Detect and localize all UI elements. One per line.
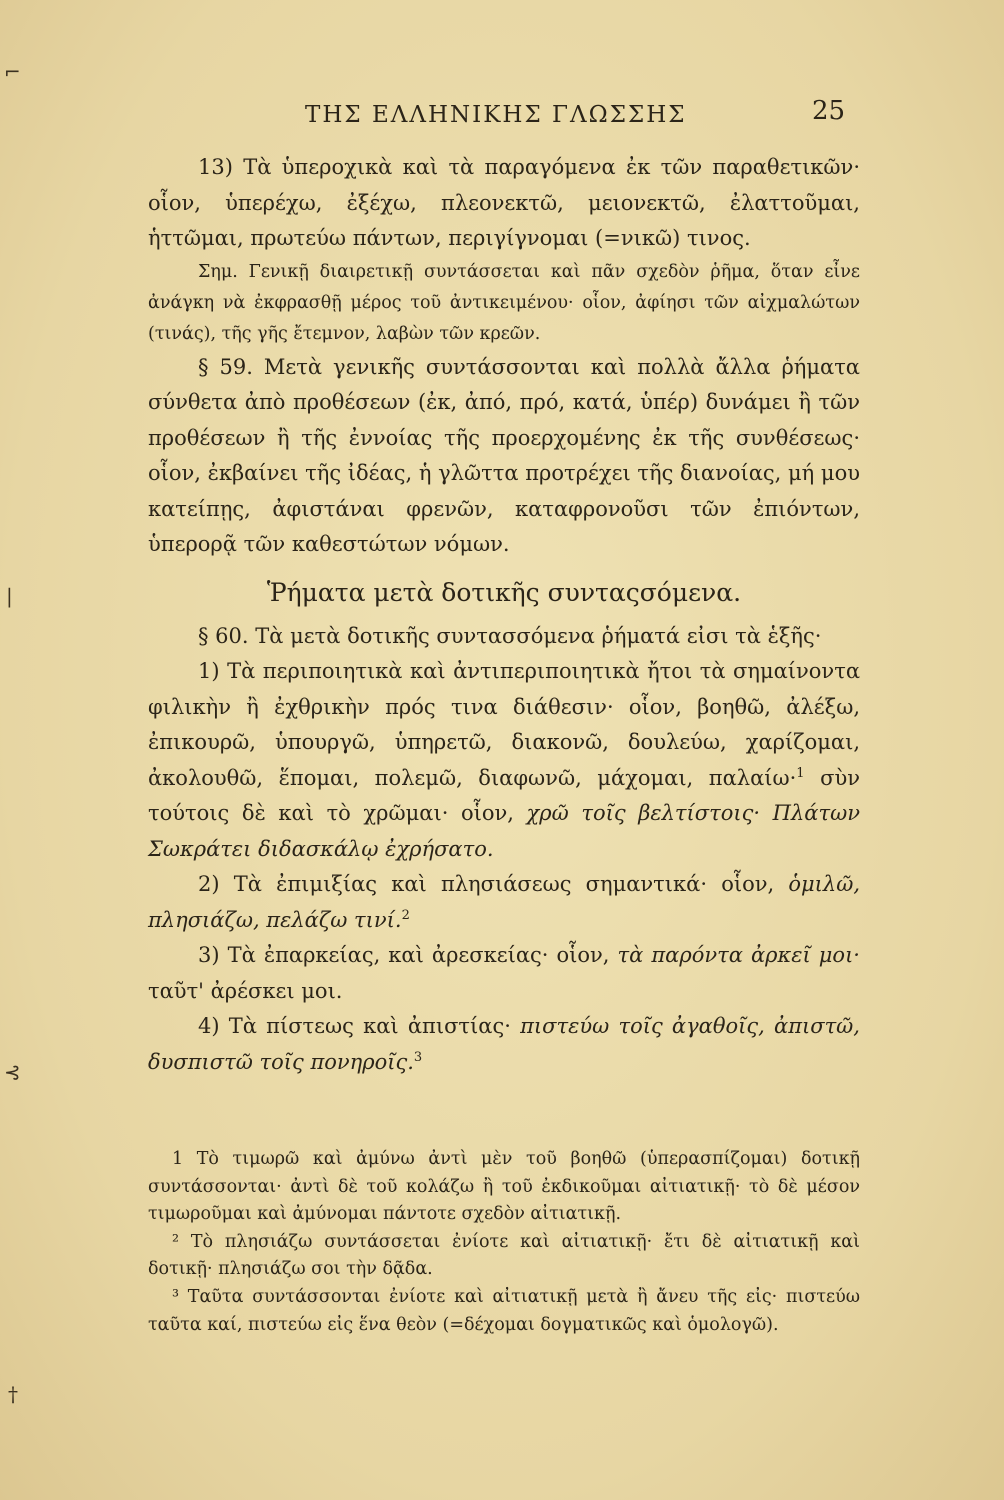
margin-mark: ⊰ xyxy=(4,1060,21,1084)
paragraph-60-3 xyxy=(148,938,860,1009)
paragraph-60-4 xyxy=(148,1009,860,1080)
footnote-1: 1 Τὸ τιμωρῶ καὶ ἀμύνω ἀντὶ μὲν τοῦ βοηθῶ (ὑπερασπίζομαι) δοτικῇ συντάσσονται· ἀντὶ δὲ τοῦ κολάζω ἢ τοῦ ἐκδικοῦμαι αἰτιατικῇ· τὸ δὲ μέσον τιμωροῦμαι καὶ ἀμύνομαι πάντοτε σχεδὸν αἰτιατικῇ. xyxy=(148,1149,860,1225)
paragraph-60-2 xyxy=(148,867,860,938)
example-italic: πιστεύω τοῖς ἀγαθοῖς, ἀπιστῶ, δυσπιστῶ τοῖς πονηροῖς. xyxy=(148,1014,860,1074)
example-italic: ὁμιλῶ, πλησιάζω, πελάζω τινί. xyxy=(148,872,860,932)
footnotes xyxy=(148,1146,860,1339)
footnote-ref: 3 xyxy=(413,1049,423,1065)
paragraph-13: 13) Τὰ ὑπεροχικὰ καὶ τὰ παραγόμενα ἐκ τῶν παραθετικῶν· οἷον, ὑπερέχω, ἐξέχω, πλεονεκτῶ, μειονεκτῶ, ἐλαττοῦμαι, ἡττῶμαι, πρωτεύω πάντων, περιγίγνομαι (=νικῶ) τινος. xyxy=(148,155,860,250)
paragraph-text: 2) Τὰ ἐπιμιξίας καὶ πλησιάσεως σημαντικά· οἷον, xyxy=(198,872,789,896)
footnote-ref: 2 xyxy=(401,907,410,923)
main-text xyxy=(148,150,860,1080)
paragraph-59: § 59. Μετὰ γενικῆς συντάσσονται καὶ πολλὰ ἄλλα ῥήματα σύνθετα ἀπὸ προθέσεων (ἐκ, ἀπό, πρό, κατά, ὑπέρ) δυνάμει ἢ τῶν προθέσεων ἢ τῆς ἐννοίας τῆς προερχομένης ἐκ τῆς συνθέσεως· οἷον, ἐκβαίνει τῆς ἰδέας, ἡ γλῶττα προτρέχει τῆς διανοίας, μή μου κατείπῃς, ἀφιστάναι φρενῶν, καταφρονοῦσι τῶν ἐπιόντων, ὑπερορᾷ τῶν καθεστώτων νόμων. xyxy=(148,354,860,556)
margin-mark: ⌐ xyxy=(4,60,21,84)
note-paragraph: Σημ. Γενικῇ διαιρετικῇ συντάσσεται καὶ πᾶν σχεδὸν ῥῆμα, ὅταν εἶνε ἀνάγκη νὰ ἐκφρασθῇ μέρος τοῦ ἀντικειμένου· οἷον, ἀφίησι τῶν αἰχμαλώτων (τινάς), τῆς γῆς ἔτεμνον, λαβὼν τῶν κρεῶν. xyxy=(148,261,860,344)
paragraph-text: 3) Τὰ ἐπαρκείας, καὶ ἀρεσκείας· οἷον, xyxy=(198,943,618,967)
footnote-3: ³ Ταῦτα συντάσσονται ἐνίοτε καὶ αἰτιατικῇ μετὰ ἢ ἄνευ τῆς εἰς· πιστεύω ταῦτα καί, πιστεύω εἰς ἕνα θεὸν (=δέχομαι δογματικῶς καὶ ὁμολογῶ). xyxy=(148,1286,860,1335)
paragraph-text: σὺν τούτοις δὲ καὶ τὸ χρῶμαι· οἷον, xyxy=(148,765,860,825)
page-number: 25 xyxy=(812,96,846,126)
paragraph-text: 1) Τὰ περιποιητικὰ καὶ ἀντιπεριποιητικὰ ἤτοι τὰ σημαίνοντα φιλικὴν ἢ ἐχθρικὴν πρός τινα διάθεσιν· οἷον, βοηθῶ, ἀλέξω, ἐπικουρῶ, ὑπουργῶ, ὑπηρετῶ, διακονῶ, δουλεύω, χαρίζομαι, ἀκολουθῶ, ἕπομαι, πολεμῶ, διαφωνῶ, μάχομαι, παλαίω· xyxy=(148,659,860,790)
margin-mark: | xyxy=(6,584,13,608)
footnote-ref: 1 xyxy=(796,765,805,781)
paragraph-text: 4) Τὰ πίστεως καὶ ἀπιστίας· xyxy=(198,1014,521,1038)
section-heading: Ῥήματα μετὰ δοτικῆς συνταςσόμενα. xyxy=(266,577,742,607)
running-title: ΤΗΣ ΕΛΛΗΝΙΚΗΣ ΓΛΩΣΣΗΣ xyxy=(305,102,687,128)
paragraph-60: § 60. Τὰ μετὰ δοτικῆς συντασσόμενα ῥήματά εἰσι τὰ ἑξῆς· xyxy=(198,623,822,648)
paragraph-text: ταῦτ' ἀρέσκει μοι. xyxy=(148,978,343,1003)
paragraph-60-1 xyxy=(148,654,860,867)
margin-mark: † xyxy=(8,1382,18,1406)
example-italic: χρῶ τοῖς βελτίστοις· Πλάτων Σωκράτει διδασκάλῳ ἐχρήσατο. xyxy=(148,801,860,861)
page-header xyxy=(0,96,1004,136)
example-italic: τὰ παρόντα ἀρκεῖ μοι· xyxy=(617,943,860,967)
footnote-2: ² Τὸ πλησιάζω συντάσσεται ἐνίοτε καὶ αἰτιατικῇ· ἔτι δὲ αἰτιατικῇ καὶ δοτικῇ· πλησιάζω σοι τὴν δᾷδα. xyxy=(148,1231,860,1280)
